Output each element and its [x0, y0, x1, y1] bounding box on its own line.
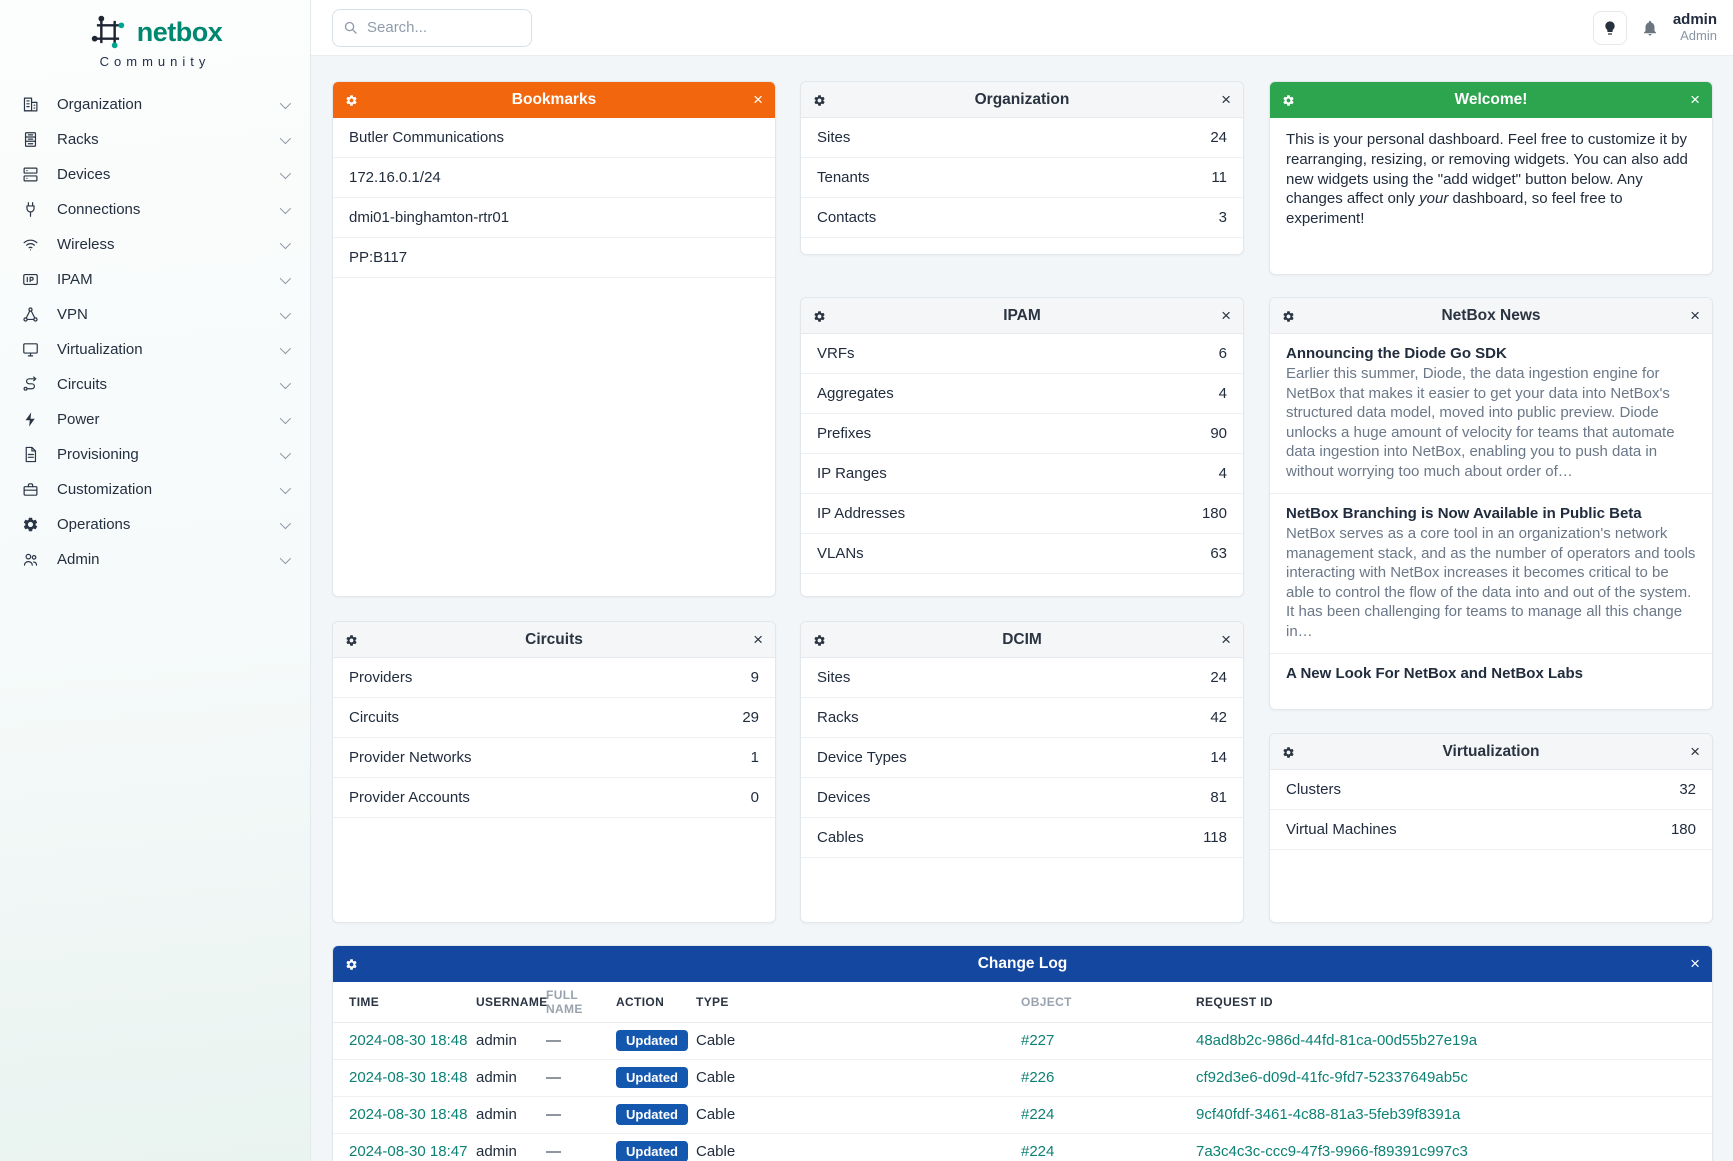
close-icon[interactable]: ×: [1690, 298, 1700, 334]
news-article: [1270, 334, 1712, 494]
news-article-excerpt: Earlier this summer, Diode, the data ingestion engine for NetBox that makes it easier to get your data into NetBox's structured data model, moved into public preview. Diode unlocks a huge amount of velocity for teams that automate data ingestion into NetBox, enabling you to push data in without worrying too much about order of…: [1286, 365, 1675, 480]
request-id-link[interactable]: 7a3c4c3c-ccc9-47f3-9966-f89391c997c3: [1196, 1143, 1468, 1160]
brand-name: netbox: [136, 16, 223, 47]
column-header-type: TYPE: [696, 982, 1021, 1022]
close-icon[interactable]: ×: [1221, 298, 1231, 334]
server-icon: [22, 166, 40, 184]
widget-organization: [800, 81, 1244, 255]
stat-row-provider-accounts[interactable]: Provider Accounts 0: [333, 778, 775, 818]
action-badge: Updated: [616, 1104, 688, 1125]
action-badge: Updated: [616, 1067, 688, 1088]
bell-icon: [1641, 19, 1659, 37]
gear-icon[interactable]: [345, 82, 358, 118]
stat-row-racks[interactable]: Racks 42: [801, 698, 1243, 738]
dashboard: [311, 56, 1733, 1161]
widget-title: NetBox News: [1441, 306, 1541, 324]
sidebar-nav: [0, 87, 310, 577]
request-id-link[interactable]: 48ad8b2c-986d-44fd-81ca-00d55b27e19a: [1196, 1032, 1478, 1049]
chevron-down-icon: [280, 412, 291, 423]
users-icon: [22, 551, 40, 569]
stat-row-prefixes[interactable]: Prefixes 90: [801, 414, 1243, 454]
gear-icon[interactable]: [813, 298, 826, 334]
gear-icon[interactable]: [1282, 82, 1295, 118]
stat-row-devices[interactable]: Devices 81: [801, 778, 1243, 818]
type-cell: Cable: [696, 1096, 1021, 1133]
sidebar-item-circuits[interactable]: Circuits: [0, 367, 310, 402]
close-icon[interactable]: ×: [1690, 946, 1700, 982]
chevron-down-icon: [280, 132, 291, 143]
widget-virtualization: [1269, 733, 1713, 923]
chevron-down-icon: [280, 342, 291, 353]
bolt-icon: [22, 411, 40, 429]
column-header-username: USERNAME: [476, 982, 546, 1022]
gear-icon[interactable]: [813, 82, 826, 118]
chevron-down-icon: [280, 307, 291, 318]
stat-row-contacts[interactable]: Contacts 3: [801, 198, 1243, 238]
document-icon: [22, 446, 40, 464]
route-icon: [22, 376, 40, 394]
stat-row-virtual-machines[interactable]: Virtual Machines 180: [1270, 810, 1712, 850]
widget-title: Bookmarks: [511, 90, 597, 108]
widget-ipam: [800, 297, 1244, 597]
widget-circuits: [332, 621, 776, 923]
full-name-cell: —: [546, 1059, 616, 1096]
chevron-down-icon: [280, 447, 291, 458]
sidebar-item-vpn[interactable]: VPN: [0, 297, 310, 332]
stat-row-providers[interactable]: Providers 9: [333, 658, 775, 698]
sidebar-item-wireless[interactable]: Wireless: [0, 227, 310, 262]
type-cell: Cable: [696, 1022, 1021, 1059]
user-menu[interactable]: [1673, 11, 1717, 43]
building-icon: [22, 96, 40, 114]
type-cell: Cable: [696, 1059, 1021, 1096]
gear-icon[interactable]: [813, 622, 826, 658]
close-icon[interactable]: ×: [1690, 734, 1700, 770]
chevron-down-icon: [280, 202, 291, 213]
chevron-down-icon: [280, 97, 291, 108]
close-icon[interactable]: ×: [753, 82, 763, 118]
news-article-title[interactable]: NetBox Branching is Now Available in Public Beta: [1286, 505, 1642, 522]
sidebar-item-customization[interactable]: Customization: [0, 472, 310, 507]
news-article-title[interactable]: Announcing the Diode Go SDK: [1286, 345, 1507, 362]
network-nodes-icon: [22, 306, 40, 324]
stat-row-sites[interactable]: Sites 24: [801, 118, 1243, 158]
stat-row-ip-addresses[interactable]: IP Addresses 180: [801, 494, 1243, 534]
object-link[interactable]: #224: [1021, 1106, 1055, 1123]
stat-row-cables[interactable]: Cables 118: [801, 818, 1243, 858]
news-article: [1270, 654, 1712, 696]
stat-row-sites[interactable]: Sites 24: [801, 658, 1243, 698]
gear-icon[interactable]: [345, 622, 358, 658]
news-article-title[interactable]: A New Look For NetBox and NetBox Labs: [1286, 665, 1583, 682]
search-icon: [343, 20, 358, 35]
widget-title: Virtualization: [1442, 742, 1540, 760]
bookmark-item[interactable]: dmi01-binghamton-rtr01: [333, 198, 775, 238]
netbox-logo[interactable]: [0, 0, 310, 52]
stat-row-clusters[interactable]: Clusters 32: [1270, 770, 1712, 810]
change-log-table: [333, 982, 1712, 1161]
widget-title: IPAM: [1003, 306, 1041, 324]
search-input[interactable]: [367, 19, 517, 36]
lightbulb-icon: [1602, 20, 1618, 36]
close-icon[interactable]: ×: [1221, 622, 1231, 658]
ip-icon: [22, 271, 40, 289]
chevron-down-icon: [280, 517, 291, 528]
widget-change-log: [332, 945, 1713, 1161]
object-link[interactable]: #227: [1021, 1032, 1055, 1049]
full-name-cell: —: [546, 1096, 616, 1133]
type-cell: Cable: [696, 1133, 1021, 1161]
sidebar-item-admin[interactable]: Admin: [0, 542, 310, 577]
chevron-down-icon: [280, 482, 291, 493]
widget-title: DCIM: [1002, 630, 1042, 648]
widget-dcim: [800, 621, 1244, 923]
column-header-full-name: FULL NAME: [546, 982, 616, 1022]
stat-row-vlans[interactable]: VLANs 63: [801, 534, 1243, 574]
sidebar-item-racks[interactable]: Racks: [0, 122, 310, 157]
request-id-link[interactable]: cf92d3e6-d09d-41fc-9fd7-52337649ab5c: [1196, 1069, 1468, 1086]
widget-title: Change Log: [977, 954, 1068, 972]
bookmark-item[interactable]: PP:B117: [333, 238, 775, 278]
column-header-time: TIME: [333, 982, 476, 1022]
chevron-down-icon: [280, 237, 291, 248]
time-link[interactable]: 2024-08-30 18:48: [349, 1032, 468, 1049]
toolbox-icon: [22, 481, 40, 499]
object-link[interactable]: #224: [1021, 1143, 1055, 1160]
gears-icon: [22, 516, 40, 534]
sidebar-item-devices[interactable]: Devices: [0, 157, 310, 192]
stat-row-circuits[interactable]: Circuits 29: [333, 698, 775, 738]
change-log-row: [333, 1133, 1712, 1161]
username-cell: admin: [476, 1096, 546, 1133]
notifications-button[interactable]: [1641, 19, 1659, 37]
bookmark-item[interactable]: Butler Communications: [333, 118, 775, 158]
username-cell: admin: [476, 1133, 546, 1161]
brand-subtitle: Community: [99, 54, 211, 69]
chevron-down-icon: [280, 167, 291, 178]
column-header-object: OBJECT: [1021, 982, 1196, 1022]
widget-title: Circuits: [525, 630, 583, 648]
chevron-down-icon: [280, 377, 291, 388]
plug-icon: [22, 201, 40, 219]
netbox-logo-glyph: [88, 12, 128, 52]
sidebar-item-connections[interactable]: Connections: [0, 192, 310, 227]
news-article-excerpt: NetBox serves as a core tool in an organization's network management stack, and as the number of operators and tools interacting with NetBox increases it becomes critical to be able to control the flow of the data into and out of the system. It has been challenging for teams to manage all this change in…: [1286, 525, 1696, 640]
object-link[interactable]: #226: [1021, 1069, 1055, 1086]
change-log-row: [333, 1022, 1712, 1059]
monitor-icon: [22, 341, 40, 359]
close-icon[interactable]: ×: [1221, 82, 1231, 118]
request-id-link[interactable]: 9cf40fdf-3461-4c88-81a3-5feb39f8391a: [1196, 1106, 1461, 1123]
username-cell: admin: [476, 1059, 546, 1096]
column-header-request-id: REQUEST ID: [1196, 982, 1712, 1022]
sidebar-item-provisioning[interactable]: Provisioning: [0, 437, 310, 472]
sidebar-item-organization[interactable]: Organization: [0, 87, 310, 122]
gear-icon[interactable]: [345, 946, 358, 982]
time-link[interactable]: 2024-08-30 18:47: [349, 1143, 468, 1160]
gear-icon[interactable]: [1282, 298, 1295, 334]
widget-bookmarks: [332, 81, 776, 597]
theme-toggle-button[interactable]: [1593, 11, 1627, 45]
sidebar: [0, 0, 311, 1161]
widget-welcome: [1269, 81, 1713, 275]
action-badge: Updated: [616, 1141, 688, 1161]
rack-icon: [22, 131, 40, 149]
username-cell: admin: [476, 1022, 546, 1059]
sidebar-item-operations[interactable]: Operations: [0, 507, 310, 542]
column-header-action: ACTION: [616, 982, 696, 1022]
gear-icon[interactable]: [1282, 734, 1295, 770]
stat-row-provider-networks[interactable]: Provider Networks 1: [333, 738, 775, 778]
time-link[interactable]: 2024-08-30 18:48: [349, 1069, 468, 1086]
wifi-icon: [22, 236, 40, 254]
change-log-row: [333, 1096, 1712, 1133]
stat-row-tenants[interactable]: Tenants 11: [801, 158, 1243, 198]
stat-row-device-types[interactable]: Device Types 14: [801, 738, 1243, 778]
change-log-row: [333, 1059, 1712, 1096]
stat-row-ip-ranges[interactable]: IP Ranges 4: [801, 454, 1243, 494]
close-icon[interactable]: ×: [753, 622, 763, 658]
sidebar-item-virtualization[interactable]: Virtualization: [0, 332, 310, 367]
widget-title: Welcome!: [1454, 90, 1528, 108]
welcome-text: This is your personal dashboard. Feel free to customize it by rearranging, resizing, or removing widgets. You can also add new widgets using the "add widget" button below. Any changes affect only your dashboard, so feel free to experiment!: [1286, 131, 1688, 228]
widget-netbox-news: [1269, 297, 1713, 710]
full-name-cell: —: [546, 1022, 616, 1059]
close-icon[interactable]: ×: [1690, 82, 1700, 118]
chevron-down-icon: [280, 552, 291, 563]
top-bar: [311, 0, 1733, 56]
sidebar-item-power[interactable]: Power: [0, 402, 310, 437]
stat-row-aggregates[interactable]: Aggregates 4: [801, 374, 1243, 414]
sidebar-item-ipam[interactable]: IPAM: [0, 262, 310, 297]
username: admin: [1672, 11, 1717, 29]
time-link[interactable]: 2024-08-30 18:48: [349, 1106, 468, 1123]
bookmark-item[interactable]: 172.16.0.1/24: [333, 158, 775, 198]
news-article: [1270, 494, 1712, 654]
full-name-cell: —: [546, 1133, 616, 1161]
stat-row-vrfs[interactable]: VRFs 6: [801, 334, 1243, 374]
action-badge: Updated: [616, 1030, 688, 1051]
chevron-down-icon: [280, 272, 291, 283]
search-box: [332, 9, 532, 47]
user-role: Admin: [1680, 27, 1717, 43]
widget-title: Organization: [974, 90, 1070, 108]
